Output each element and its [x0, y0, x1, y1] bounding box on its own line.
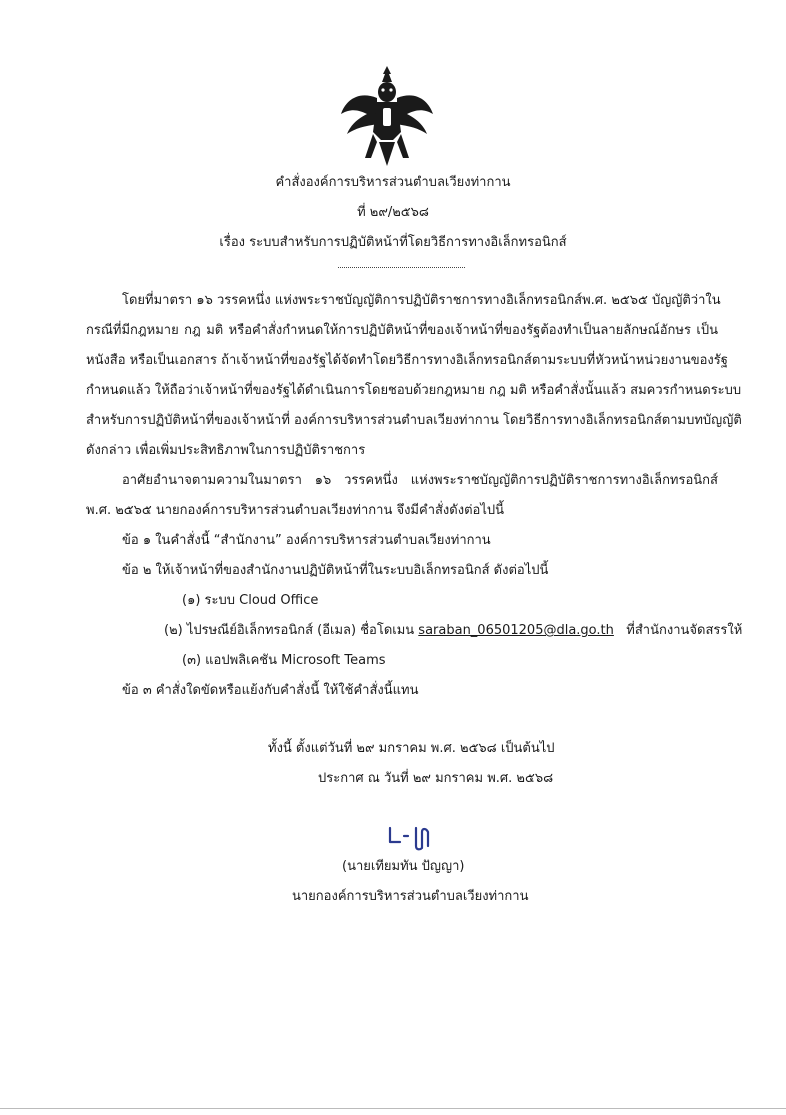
order-number: ที่ ๒๙/๒๕๖๘ — [357, 205, 429, 220]
item-3: (๓) แอปพลิเคชัน Microsoft Teams — [182, 653, 386, 668]
para1-line2: กรณีที่มีกฎหมาย กฎ มติ หรือคำสั่งกำหนดให้การปฏิบัติหน้าที่ของเจ้าหน้าที่ของรัฐต้องทำเป็นลายลักษณ์อักษร เป็น — [86, 323, 718, 338]
para2-line1: อาศัยอำนาจตามความในมาตรา ๑๖ วรรคหนึ่ง แห่งพระราชบัญญัติการปฏิบัติราชการทางอิเล็กทรอนิกส์ — [122, 473, 718, 488]
announcement-date: ประกาศ ณ วันที่ ๒๙ มกราคม พ.ศ. ๒๕๖๘ — [318, 771, 554, 786]
order-title: คำสั่งองค์การบริหารส่วนตำบลเวียงท่ากาน — [275, 175, 511, 190]
clause-1: ข้อ ๑ ในคำสั่งนี้ “สำนักงาน” องค์การบริหารส่วนตำบลเวียงท่ากาน — [122, 533, 491, 548]
title-separator — [338, 267, 465, 268]
para2-line2: พ.ศ. ๒๕๖๕ นายกองค์การบริหารส่วนตำบลเวียงท่ากาน จึงมีคำสั่งดังต่อไปนี้ — [86, 503, 504, 518]
signer-name: (นายเทียมทัน ปัญญา) — [342, 859, 465, 874]
para1-line6: ดังกล่าว เพื่อเพิ่มประสิทธิภาพในการปฏิบัติราชการ — [86, 443, 366, 458]
item-2 — [164, 622, 742, 640]
para1-line4: กำหนดแล้ว ให้ถือว่าเจ้าหน้าที่ของรัฐได้ดำเนินการโดยชอบด้วยกฎหมาย กฎ มติ หรือคำสั่งนั้นแล้ว สมควรกำหนดระบบ — [86, 383, 742, 398]
item-2-prefix: (๒) ไปรษณีย์อิเล็กทรอนิกส์ (อีเมล) ชื่อโดเมน — [164, 623, 415, 638]
signature-icon — [386, 822, 434, 852]
order-subject: เรื่อง ระบบสำหรับการปฏิบัติหน้าที่โดยวิธีการทางอิเล็กทรอนิกส์ — [219, 235, 567, 250]
signer-title: นายกองค์การบริหารส่วนตำบลเวียงท่ากาน — [292, 889, 529, 904]
email-link[interactable]: saraban_06501205@dla.go.th — [418, 623, 614, 638]
garuda-emblem-icon — [337, 62, 437, 170]
clause-3: ข้อ ๓ คำสั่งใดขัดหรือแย้งกับคำสั่งนี้ ให้ใช้คำสั่งนี้แทน — [122, 683, 419, 698]
para1-line3: หนังสือ หรือเป็นเอกสาร ถ้าเจ้าหน้าที่ของรัฐได้จัดทำโดยวิธีการทางอิเล็กทรอนิกส์ตามระบบที่หัวหน้าหน่วยงานของรัฐ — [86, 353, 728, 368]
effective-date: ทั้งนี้ ตั้งแต่วันที่ ๒๙ มกราคม พ.ศ. ๒๕๖๘ เป็นต้นไป — [268, 741, 555, 756]
clause-2: ข้อ ๒ ให้เจ้าหน้าที่ของสำนักงานปฏิบัติหน้าที่ในระบบอิเล็กทรอนิกส์ ดังต่อไปนี้ — [122, 563, 549, 578]
para1-line5: สำหรับการปฏิบัติหน้าที่ของเจ้าหน้าที่ องค์การบริหารส่วนตำบลเวียงท่ากาน โดยวิธีการทางอิเล็กทรอนิกส์ตามบทบัญญัติ — [86, 413, 742, 428]
para1-line1: โดยที่มาตรา ๑๖ วรรคหนึ่ง แห่งพระราชบัญญัติการปฏิบัติราชการทางอิเล็กทรอนิกส์พ.ศ. ๒๕๖๕ บัญญัติว่าใน — [122, 293, 721, 308]
page-bottom-border — [0, 1108, 786, 1109]
item-2-suffix: ที่สำนักงานจัดสรรให้ — [626, 623, 743, 638]
item-1: (๑) ระบบ Cloud Office — [182, 593, 319, 608]
